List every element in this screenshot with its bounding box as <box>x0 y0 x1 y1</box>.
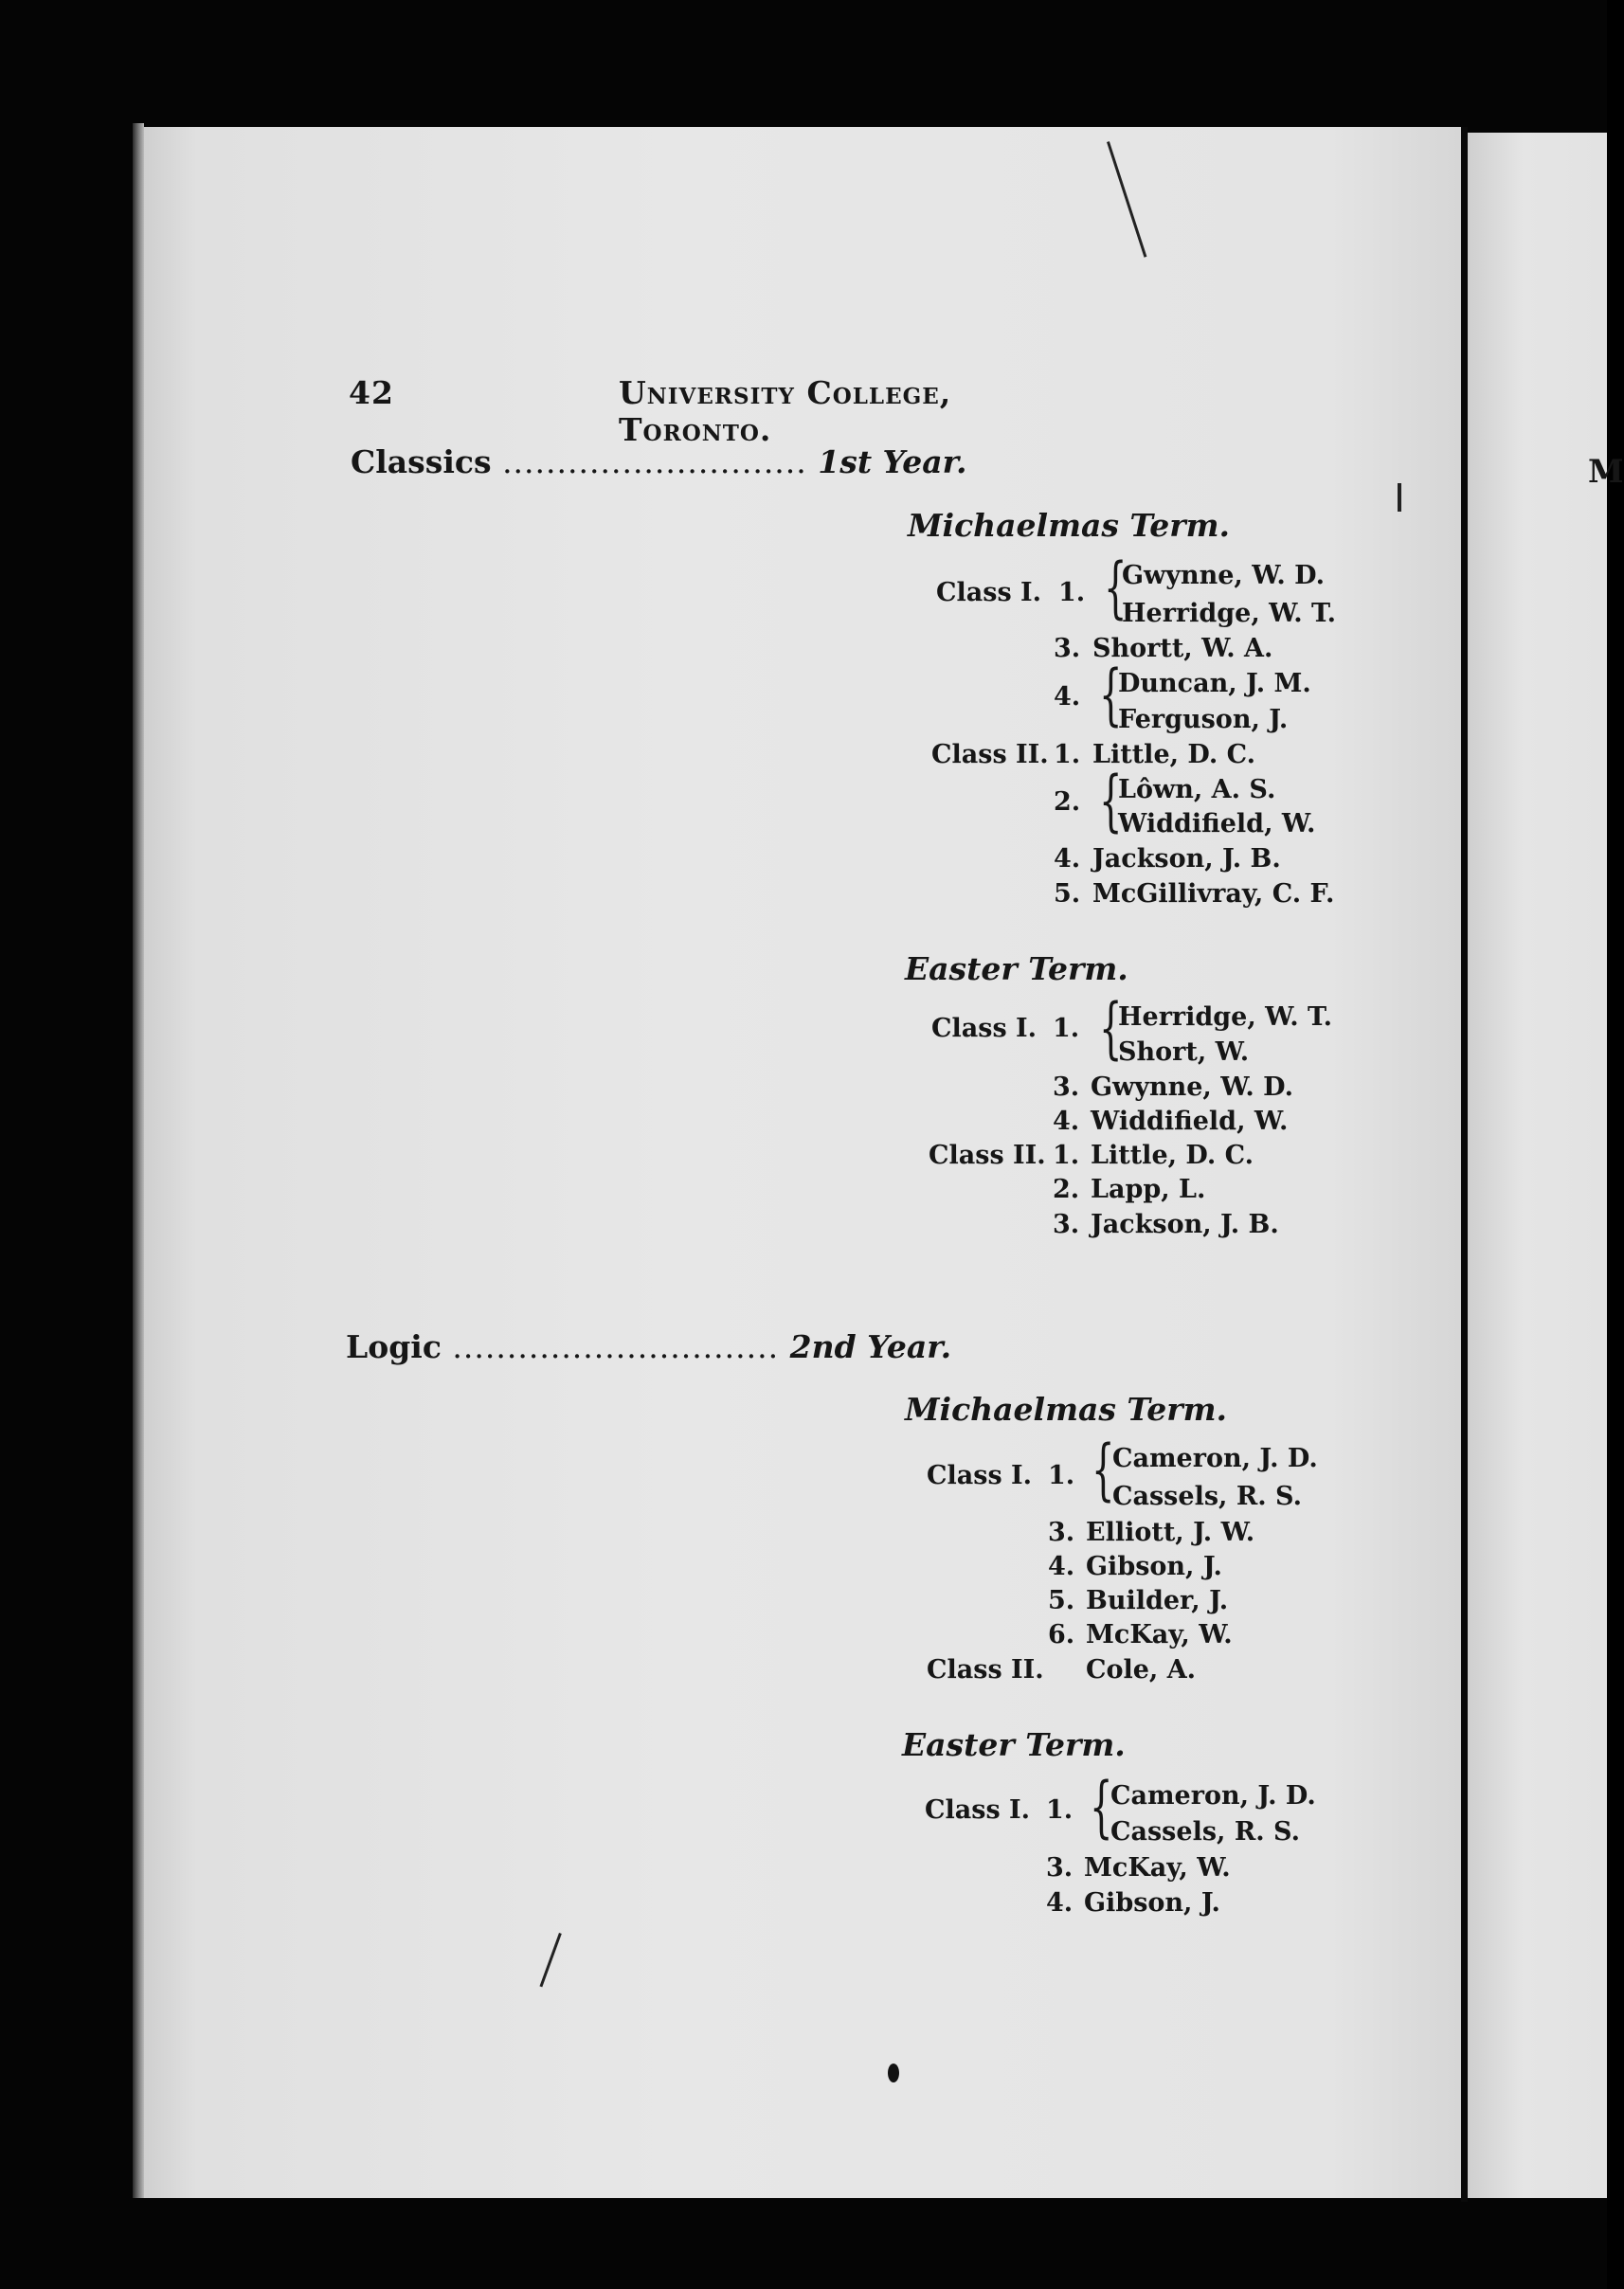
rank: 3. <box>1053 1210 1080 1239</box>
page-number: 42 <box>349 374 394 411</box>
rank: 5. <box>1048 1586 1075 1615</box>
student-name: Little, D. C. <box>1091 1141 1254 1170</box>
student-name: Lapp, L. <box>1091 1175 1206 1204</box>
facing-page-letter: M <box>1588 453 1624 491</box>
student-name: Shortt, W. A. <box>1092 634 1273 663</box>
student-name: Cassels, R. S. <box>1112 1482 1302 1511</box>
rank: 4. <box>1046 1888 1074 1918</box>
student-name: Cameron, J. D. <box>1110 1781 1316 1811</box>
class-label: Class I. <box>927 1461 1033 1490</box>
rank: 1. <box>1058 578 1086 607</box>
term-heading: Easter Term. <box>902 1726 1126 1763</box>
subject-year: 2nd Year. <box>789 1328 952 1365</box>
rank: 1. <box>1053 1014 1080 1043</box>
ink-speck <box>888 2064 899 2082</box>
class-label: Class I. <box>931 1014 1038 1043</box>
leader-dots: ............................ <box>502 443 807 480</box>
student-name: McKay, W. <box>1086 1620 1233 1649</box>
tie-brace: { <box>1099 762 1123 839</box>
term-heading: Easter Term. <box>905 950 1128 987</box>
subject-heading <box>346 1328 951 1365</box>
student-name: Gibson, J. <box>1086 1552 1222 1581</box>
student-name: Gibson, J. <box>1084 1888 1220 1918</box>
tie-brace: { <box>1099 989 1123 1067</box>
scan-scratch <box>1398 483 1401 512</box>
facing-page <box>1468 133 1607 2198</box>
term-heading: Michaelmas Term. <box>905 1391 1227 1428</box>
running-head <box>349 374 1069 448</box>
student-name: Gwynne, W. D. <box>1122 561 1325 590</box>
rank: 4. <box>1054 844 1081 874</box>
rank: 1. <box>1054 740 1081 769</box>
student-name: Elliott, J. W. <box>1086 1518 1255 1547</box>
student-name: Cole, A. <box>1086 1655 1197 1685</box>
rank: 3. <box>1054 634 1081 663</box>
rank: 3. <box>1048 1518 1075 1547</box>
rank: 4. <box>1048 1552 1075 1581</box>
rank: 1. <box>1046 1795 1074 1825</box>
subject-year: 1st Year. <box>818 443 967 480</box>
student-name: Widdifield, W. <box>1091 1107 1289 1136</box>
student-name: Herridge, W. T. <box>1118 1002 1333 1032</box>
leader-dots: .............................. <box>452 1328 780 1365</box>
student-name: Gwynne, W. D. <box>1091 1072 1293 1102</box>
student-name: Widdifield, W. <box>1118 809 1316 838</box>
student-name: McGillivray, C. F. <box>1092 879 1335 909</box>
tie-brace: { <box>1099 656 1123 733</box>
class-label: Class I. <box>936 578 1042 607</box>
class-label: Class II. <box>931 740 1049 769</box>
tie-brace: { <box>1090 1768 1113 1846</box>
subject-heading <box>351 443 966 480</box>
student-name: Cameron, J. D. <box>1112 1444 1318 1473</box>
tie-brace: { <box>1092 1431 1115 1508</box>
class-label: Class II. <box>927 1655 1044 1685</box>
student-name: Duncan, J. M. <box>1118 669 1311 698</box>
tie-brace: { <box>1104 549 1128 626</box>
rank: 2. <box>1054 787 1081 817</box>
term-heading: Michaelmas Term. <box>908 507 1230 544</box>
student-name: Jackson, J. B. <box>1091 1210 1279 1239</box>
rank: 5. <box>1054 879 1081 909</box>
rank: 2. <box>1053 1175 1080 1204</box>
rank: 1. <box>1053 1141 1080 1170</box>
book-spine-edge <box>133 123 144 2198</box>
student-name: Ferguson, J. <box>1118 705 1289 734</box>
rank: 4. <box>1054 682 1081 712</box>
student-name: Short, W. <box>1118 1037 1250 1067</box>
subject-name: Classics <box>351 443 492 480</box>
student-name: Builder, J. <box>1086 1586 1229 1615</box>
rank: 1. <box>1048 1461 1075 1490</box>
subject-name: Logic <box>346 1328 442 1365</box>
student-name: Cassels, R. S. <box>1110 1817 1300 1847</box>
class-label: Class I. <box>925 1795 1031 1825</box>
student-name: Jackson, J. B. <box>1092 844 1281 874</box>
page-gutter <box>1461 127 1468 2202</box>
rank: 6. <box>1048 1620 1075 1649</box>
student-name: Little, D. C. <box>1092 740 1256 769</box>
student-name: McKay, W. <box>1084 1853 1231 1883</box>
rank: 3. <box>1053 1072 1080 1102</box>
student-name: Lôwn, A. S. <box>1118 775 1276 804</box>
running-head-title: University College, Toronto. <box>619 374 952 448</box>
rank: 4. <box>1053 1107 1080 1136</box>
class-label: Class II. <box>929 1141 1046 1170</box>
student-name: Herridge, W. T. <box>1122 599 1337 628</box>
rank: 3. <box>1046 1853 1074 1883</box>
